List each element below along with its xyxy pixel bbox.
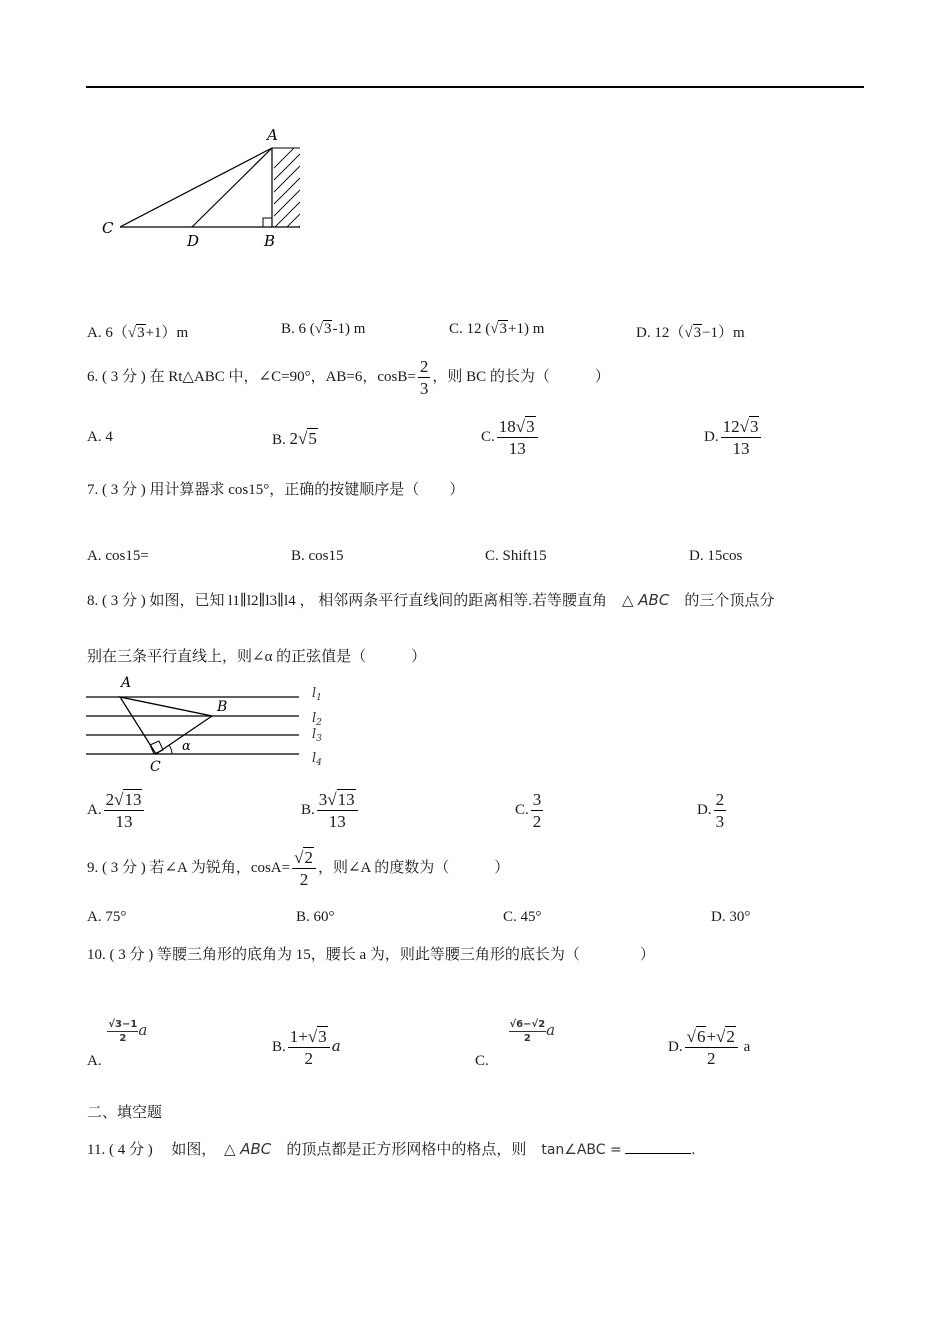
q5-c-sqrt: √3 <box>490 321 507 337</box>
fig8-label-A: A <box>121 675 132 691</box>
q6-option-b[interactable]: B. 2√5 <box>272 429 317 448</box>
q10-option-c[interactable]: C. $\frac{√6-√2}{2}$ a <box>475 1019 556 1069</box>
q8-option-c[interactable]: C. $\frac{3}{2}$ <box>515 790 542 831</box>
fig8-l4: l <box>312 751 317 766</box>
q10-option-d[interactable]: D. $\frac{√6+√2}{2}$ a <box>668 1027 751 1068</box>
q7-option-b[interactable]: B. cos15 <box>291 548 344 564</box>
svg-text:l3: $l_3$ <box>312 727 322 744</box>
q10-option-a[interactable]: A. $\frac{√3-1}{2}$ a <box>87 1019 148 1069</box>
q9-option-d[interactable]: D. 30° <box>711 909 751 925</box>
fig5-label-D: D <box>187 232 200 250</box>
q9-fraction: $\frac{√2}{2}$ <box>292 847 316 890</box>
fig8-l2: l <box>312 711 317 726</box>
svg-text:l1: $l_1$ <box>312 686 322 703</box>
q5-option-d[interactable]: D. 12（√3−1）m <box>636 325 745 341</box>
q5-a-sqrt: √3 <box>127 325 145 341</box>
q6-fraction: $\frac{2}{3}$ <box>419 357 429 398</box>
q9-option-b[interactable]: B. 60° <box>296 909 335 925</box>
fig8-label-B: B <box>217 699 228 715</box>
q5-option-c[interactable]: C. 12 (√3+1) m <box>449 321 545 337</box>
q9-option-c[interactable]: C. 45° <box>503 909 542 925</box>
q11-triangle-symbol: △ ABC <box>223 1140 272 1158</box>
figure-q5-triangle <box>96 118 316 258</box>
q8-stem-line2: 别在三条平行直线上，则∠α 的正弦值是（ ） <box>87 649 427 665</box>
q5-b-sqrt: √3 <box>314 321 332 337</box>
q8-triangle-symbol: △ ABC <box>621 591 670 609</box>
q11-stem: 11. ( 4 分 ) 如图， △ ABC 的顶点都是正方形网格中的格点，则 tan∠ABC = . <box>87 1140 696 1158</box>
figure-q8-parallel-lines <box>84 672 334 776</box>
q7-stem: 7. ( 3 分 ) 用计算器求 cos15°，正确的按键顺序是（ ） <box>87 482 465 498</box>
q6-option-c[interactable]: C. $\frac{18√3}{13}$ <box>481 416 540 459</box>
q5-option-a[interactable]: A. 6（√3+1）m <box>87 325 189 341</box>
fig8-label-C: C <box>150 759 161 775</box>
fig8-label-alpha: α <box>182 739 191 754</box>
svg-text:l2: $l_2$ <box>312 711 322 728</box>
svg-text:l4: $l_4$ <box>312 751 322 768</box>
q11-answer-blank[interactable] <box>625 1139 691 1154</box>
q10-stem: 10. ( 3 分 ) 等腰三角形的底角为 15，腰长 a 为，则此等腰三角形的底长为（ ） <box>87 947 655 963</box>
fig5-label-A: A <box>267 126 278 144</box>
q8-option-b[interactable]: B. $\frac{3√13}{13}$ <box>301 789 360 832</box>
q6-stem: 6. ( 3 分 ) 在 Rt△ABC 中，∠C=90°，AB=6，cosB= $\frac{2}{3}$ ，则 BC 的长为（ ） <box>87 357 610 398</box>
header-rule <box>86 86 864 88</box>
fig5-label-B: B <box>264 232 276 250</box>
q5-option-b[interactable]: B. 6 (√3-1) m <box>281 321 366 337</box>
q8-option-a[interactable]: A. $\frac{2√13}{13}$ <box>87 789 146 832</box>
q6-option-d[interactable]: D. $\frac{12√3}{13}$ <box>704 416 763 459</box>
q8-stem-line1: 8. ( 3 分 ) 如图，已知 l1∥l2∥l3∥l4 ， 相邻两条平行直线间的距离相等.若等腰直角 △ ABC 的三个顶点分 <box>87 591 775 609</box>
fig5-label-C: C <box>102 219 114 237</box>
q6-option-a[interactable]: A. 4 <box>87 429 113 445</box>
q8-option-d[interactable]: D. $\frac{2}{3}$ <box>697 790 725 831</box>
q11-tan-expression: tan∠ABC = <box>541 1142 622 1158</box>
q5-d-sqrt: √3 <box>684 325 702 341</box>
q9-option-a[interactable]: A. 75° <box>87 909 127 925</box>
fig8-l3: l <box>312 727 317 742</box>
q9-stem: 9. ( 3 分 ) 若∠A 为锐角，cosA= $\frac{√2}{2}$ ，则∠A 的度数为（ ） <box>87 848 510 889</box>
q10-option-b[interactable]: B. $\frac{1+√3}{2}$ a <box>272 1027 341 1068</box>
fig8-l1: l <box>312 686 317 701</box>
q7-option-a[interactable]: A. cos15= <box>87 548 149 564</box>
section-title-fill-in: 二、填空题 <box>87 1105 163 1121</box>
q7-option-c[interactable]: C. Shift15 <box>485 548 547 564</box>
q7-option-d[interactable]: D. 15cos <box>689 548 743 564</box>
